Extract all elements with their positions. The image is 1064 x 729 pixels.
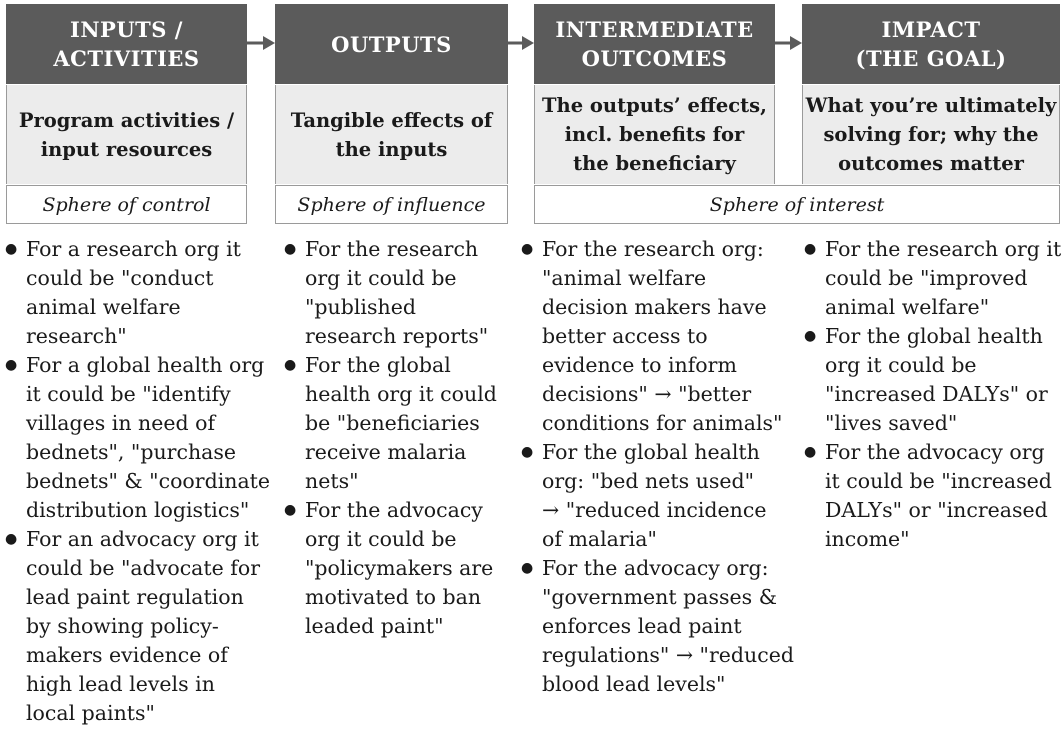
sphere-of-influence: Sphere of influence <box>275 185 508 224</box>
desc-impact: What you’re ultimately solving for; why the outcomes matter <box>802 85 1060 184</box>
list-item: ● For the research org: "animal welfare decision makers have better access to evidence to inform decisions" → "better conditions for animals" <box>522 235 806 438</box>
list-item: ● For the global health org it could be "beneficiaries receive malaria nets" <box>285 351 515 496</box>
desc-inputs-activities: Program activities / input resources <box>6 85 247 184</box>
header-intermediate-outcomes: INTERMEDIATE OUTCOMES <box>534 4 775 84</box>
column-outputs-examples <box>285 235 515 641</box>
list-item: ● For a research org it could be "conduct animal welfare research" <box>6 235 274 351</box>
list-item: ● For the research org it could be "published research reports" <box>285 235 515 351</box>
sphere-of-interest: Sphere of interest <box>534 185 1060 224</box>
list-item: ● For the advocacy org it could be "policymakers are motivated to ban leaded paint" <box>285 496 515 641</box>
list-item: ● For the advocacy org it could be "increased DALYs" or "increased income" <box>805 438 1063 554</box>
header-impact: IMPACT (THE GOAL) <box>802 4 1060 84</box>
arrow-icon <box>247 35 275 51</box>
header-outputs: OUTPUTS <box>275 4 508 84</box>
header-inputs-activities: INPUTS / ACTIVITIES <box>6 4 247 84</box>
list-item: ● For the advocacy org: "government passes & enforces lead paint regulations" → "reduced blood lead levels" <box>522 554 806 699</box>
list-item: ● For an advocacy org it could be "advocate for lead paint regulation by showing policy- makers evidence of high lead levels in local paints" <box>6 525 274 728</box>
desc-outputs: Tangible effects of the inputs <box>275 85 508 184</box>
list-item: ● For the global health org it could be "increased DALYs" or "lives saved" <box>805 322 1063 438</box>
arrow-icon <box>762 35 802 51</box>
column-inputs-examples <box>6 235 274 728</box>
column-impact-examples <box>805 235 1063 554</box>
list-item: ● For a global health org it could be "identify villages in need of bednets", "purchase bednets" & "coordinate distribution logistics" <box>6 351 274 525</box>
column-intermediate-examples <box>522 235 806 699</box>
desc-intermediate-outcomes: The outputs’ effects, incl. benefits for the beneficiary <box>534 85 775 184</box>
arrow-icon <box>508 35 534 51</box>
list-item: ● For the global health org: "bed nets used" → "reduced incidence of malaria" <box>522 438 806 554</box>
sphere-of-control: Sphere of control <box>6 185 247 224</box>
list-item: ● For the research org it could be "improved animal welfare" <box>805 235 1063 322</box>
